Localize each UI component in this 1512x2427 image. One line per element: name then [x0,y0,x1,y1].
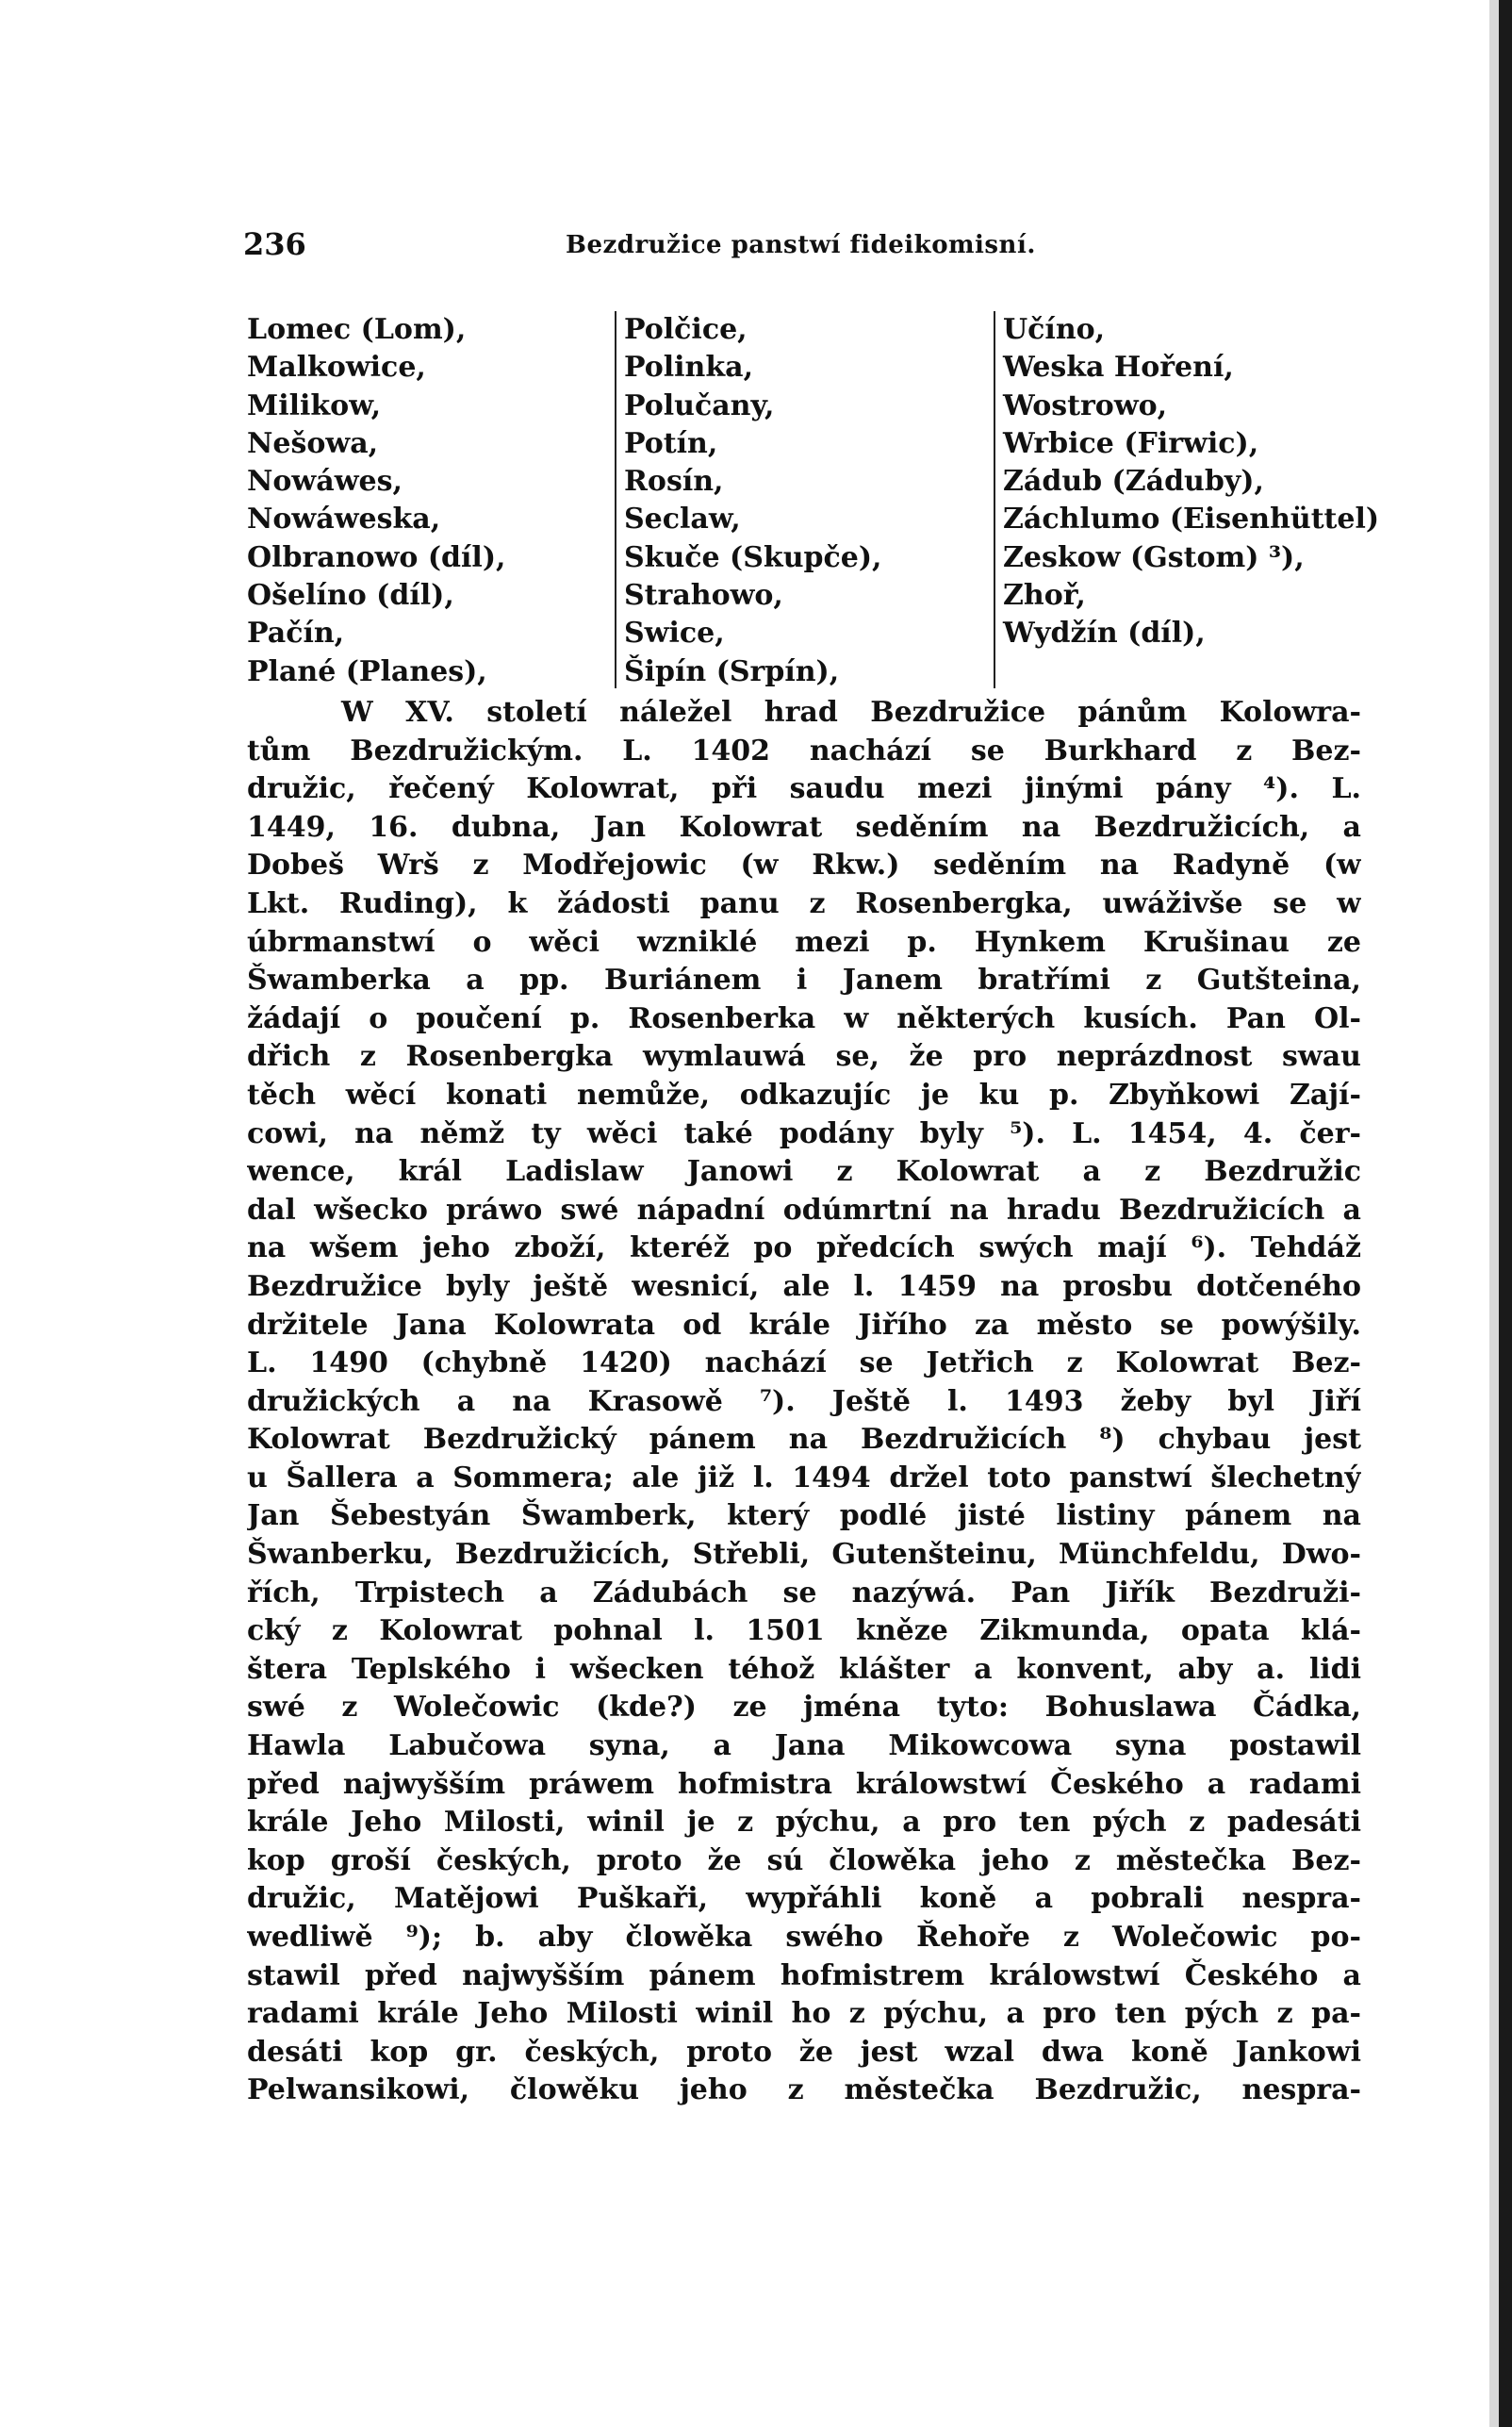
place-name: Rosín, [624,465,724,499]
body-paragraph [247,694,1361,2110]
text-line: Bezdružice byly ještě wesnicí, ale l. 1459 na prosbu dotčeného [247,1269,1361,1303]
text-line: Pelwansikowi, člowěku jeho z městečka Bezdružic, nespra- [247,2073,1361,2107]
text-line: radami krále Jeho Milosti winil ho z pýchu, a pro ten pých z pa- [247,1997,1361,2031]
text-line: dal wšecko práwo swé nápadní odúmrtní na hradu Bezdružicích a [247,1193,1361,1227]
place-name: Wrbice (Firwic), [1003,426,1259,460]
text-line: družic, Matějowi Puškaři, wypřáhli koně a pobrali nespra- [247,1882,1361,1916]
text-line: Hawla Labučowa syna, a Jana Mikowcowa syna postawil [247,1729,1361,1763]
place-name: Olbranowo (díl), [247,540,506,574]
page-edge [1499,0,1512,2427]
place-name: Nowáweska, [247,503,441,537]
text-line: těch wěcí konati nemůže, odkazujíc je ku p. Zbyňkowi Zají- [247,1078,1361,1112]
text-line: L. 1490 (chybně 1420) nachází se Jetřich z Kolowrat Bez- [247,1346,1361,1380]
place-name: Ošelíno (díl), [247,579,454,613]
text-line: družických a na Krasowě ⁷). Ještě l. 1493 žeby byl Jiří [247,1384,1361,1418]
place-name: Potín, [624,426,718,460]
text-line: 1449, 16. dubna, Jan Kolowrat seděním na Bezdružicích, a [247,810,1361,844]
page-number: 236 [243,226,306,262]
place-column-1 [247,311,605,691]
text-line: žádají o poučení p. Rosenberka w některých kusích. Pan Ol- [247,1001,1361,1035]
text-line: před najwyšším práwem hofmistra králowstwí Českého a radami [247,1767,1361,1801]
place-name: Záchlumo (Eisenhüttel) [1003,503,1380,537]
place-name: Zádub (Záduby), [1003,465,1264,499]
text-line: W XV. století náležel hrad Bezdružice pánům Kolowra- [341,696,1361,729]
place-name: Pačín, [247,617,345,651]
place-name: Nešowa, [247,426,379,460]
place-name: Strahowo, [624,579,783,613]
place-name: Učíno, [1003,313,1106,346]
text-line: úbrmanstwí o wěci wzniklé mezi p. Hynkem Krušinau ze [247,925,1361,959]
place-column-3 [994,311,1380,688]
place-name: Seclaw, [624,503,741,537]
place-name: Plané (Planes), [247,654,487,688]
place-name: Lomec (Lom), [247,313,467,346]
text-line: řích, Trpistech a Zádubách se nazýwá. Pan Jiřík Bezdruži- [247,1576,1361,1610]
text-line: družic, řečený Kolowrat, při saudu mezi jinými pány ⁴). L. [247,772,1361,806]
place-name-columns [247,311,1380,698]
text-line: Jan Šebestyán Šwamberk, který podlé jisté listiny pánem na [247,1499,1361,1533]
place-name: Milikow, [247,388,382,422]
text-line: kop groší českých, proto že sú člowěka jeho z městečka Bez- [247,1843,1361,1877]
place-name: Polčice, [624,313,748,346]
text-line: desáti kop gr. českých, proto že jest wzal dwa koně Jankowi [247,2035,1361,2069]
page-header [243,226,1365,273]
place-name: Wostrowo, [1003,388,1168,422]
text-line: Kolowrat Bezdružický pánem na Bezdružicích ⁸) chybau jest [247,1423,1361,1457]
text-line: na wšem jeho zboží, kteréž po předcích swých mají ⁶). Tehdáž [247,1231,1361,1265]
place-name: Malkowice, [247,351,426,385]
text-line: Šwamberka a pp. Buriánem i Janem bratřími z Gutšteina, [247,964,1361,998]
place-name: Polučany, [624,388,775,422]
text-line: krále Jeho Milosti, winil je z pýchu, a pro ten pých z padesáti [247,1806,1361,1840]
place-name: Šipín (Srpín), [624,654,840,688]
place-name: Weska Hoření, [1003,351,1234,385]
text-line: cowi, na němž ty wěci také podány byly ⁵). L. 1454, 4. čer- [247,1116,1361,1150]
place-name: Wydžín (díl), [1003,617,1206,651]
place-name: Skuče (Skupče), [624,540,882,574]
text-line: dřich z Rosenbergka wymlauwá se, že pro neprázdnost swau [247,1040,1361,1074]
place-name: Zhoř, [1003,579,1086,613]
place-name: Zeskow (Gstom) ³), [1003,540,1305,574]
text-line: wedliwě ⁹); b. aby člowěka swého Řehoře z Wolečowic po- [247,1921,1361,1954]
page-edge-shadow [1489,0,1499,2427]
text-line: držitele Jana Kolowrata od krále Jiřího za město se powýšily. [247,1308,1361,1342]
running-head: Bezdružice panstwí fideikomisní. [566,231,1036,259]
place-name: Nowáwes, [247,465,403,499]
text-line: cký z Kolowrat pohnal l. 1501 kněze Zikmunda, opata klá- [247,1614,1361,1648]
text-line: Šwanberku, Bezdružicích, Střebli, Gutenšteinu, Münchfeldu, Dwo- [247,1538,1361,1572]
text-line: štera Teplského i wšecken téhož klášter a konvent, aby a. lidi [247,1652,1361,1686]
text-line: swé z Wolečowic (kde?) ze jména tyto: Bohuslawa Čádka, [247,1691,1361,1725]
text-line: Dobeš Wrš z Modřejowic (w Rkw.) seděním na Radyně (w [247,849,1361,883]
place-column-2 [615,311,1001,688]
text-line: u Šallera a Sommera; ale již l. 1494 držel toto panstwí šlechetný [247,1461,1361,1494]
place-name: Polinka, [624,351,754,385]
text-line: stawil před najwyšším pánem hofmistrem králowstwí Českého a [247,1958,1361,1992]
text-line: tům Bezdružickým. L. 1402 nachází se Burkhard z Bez- [247,734,1361,768]
place-name: Swice, [624,617,725,651]
text-line: Lkt. Ruding), k žádosti panu z Rosenbergka, uwáživše se w [247,886,1361,920]
text-line: wence, král Ladislaw Janowi z Kolowrat a z Bezdružic [247,1155,1361,1189]
